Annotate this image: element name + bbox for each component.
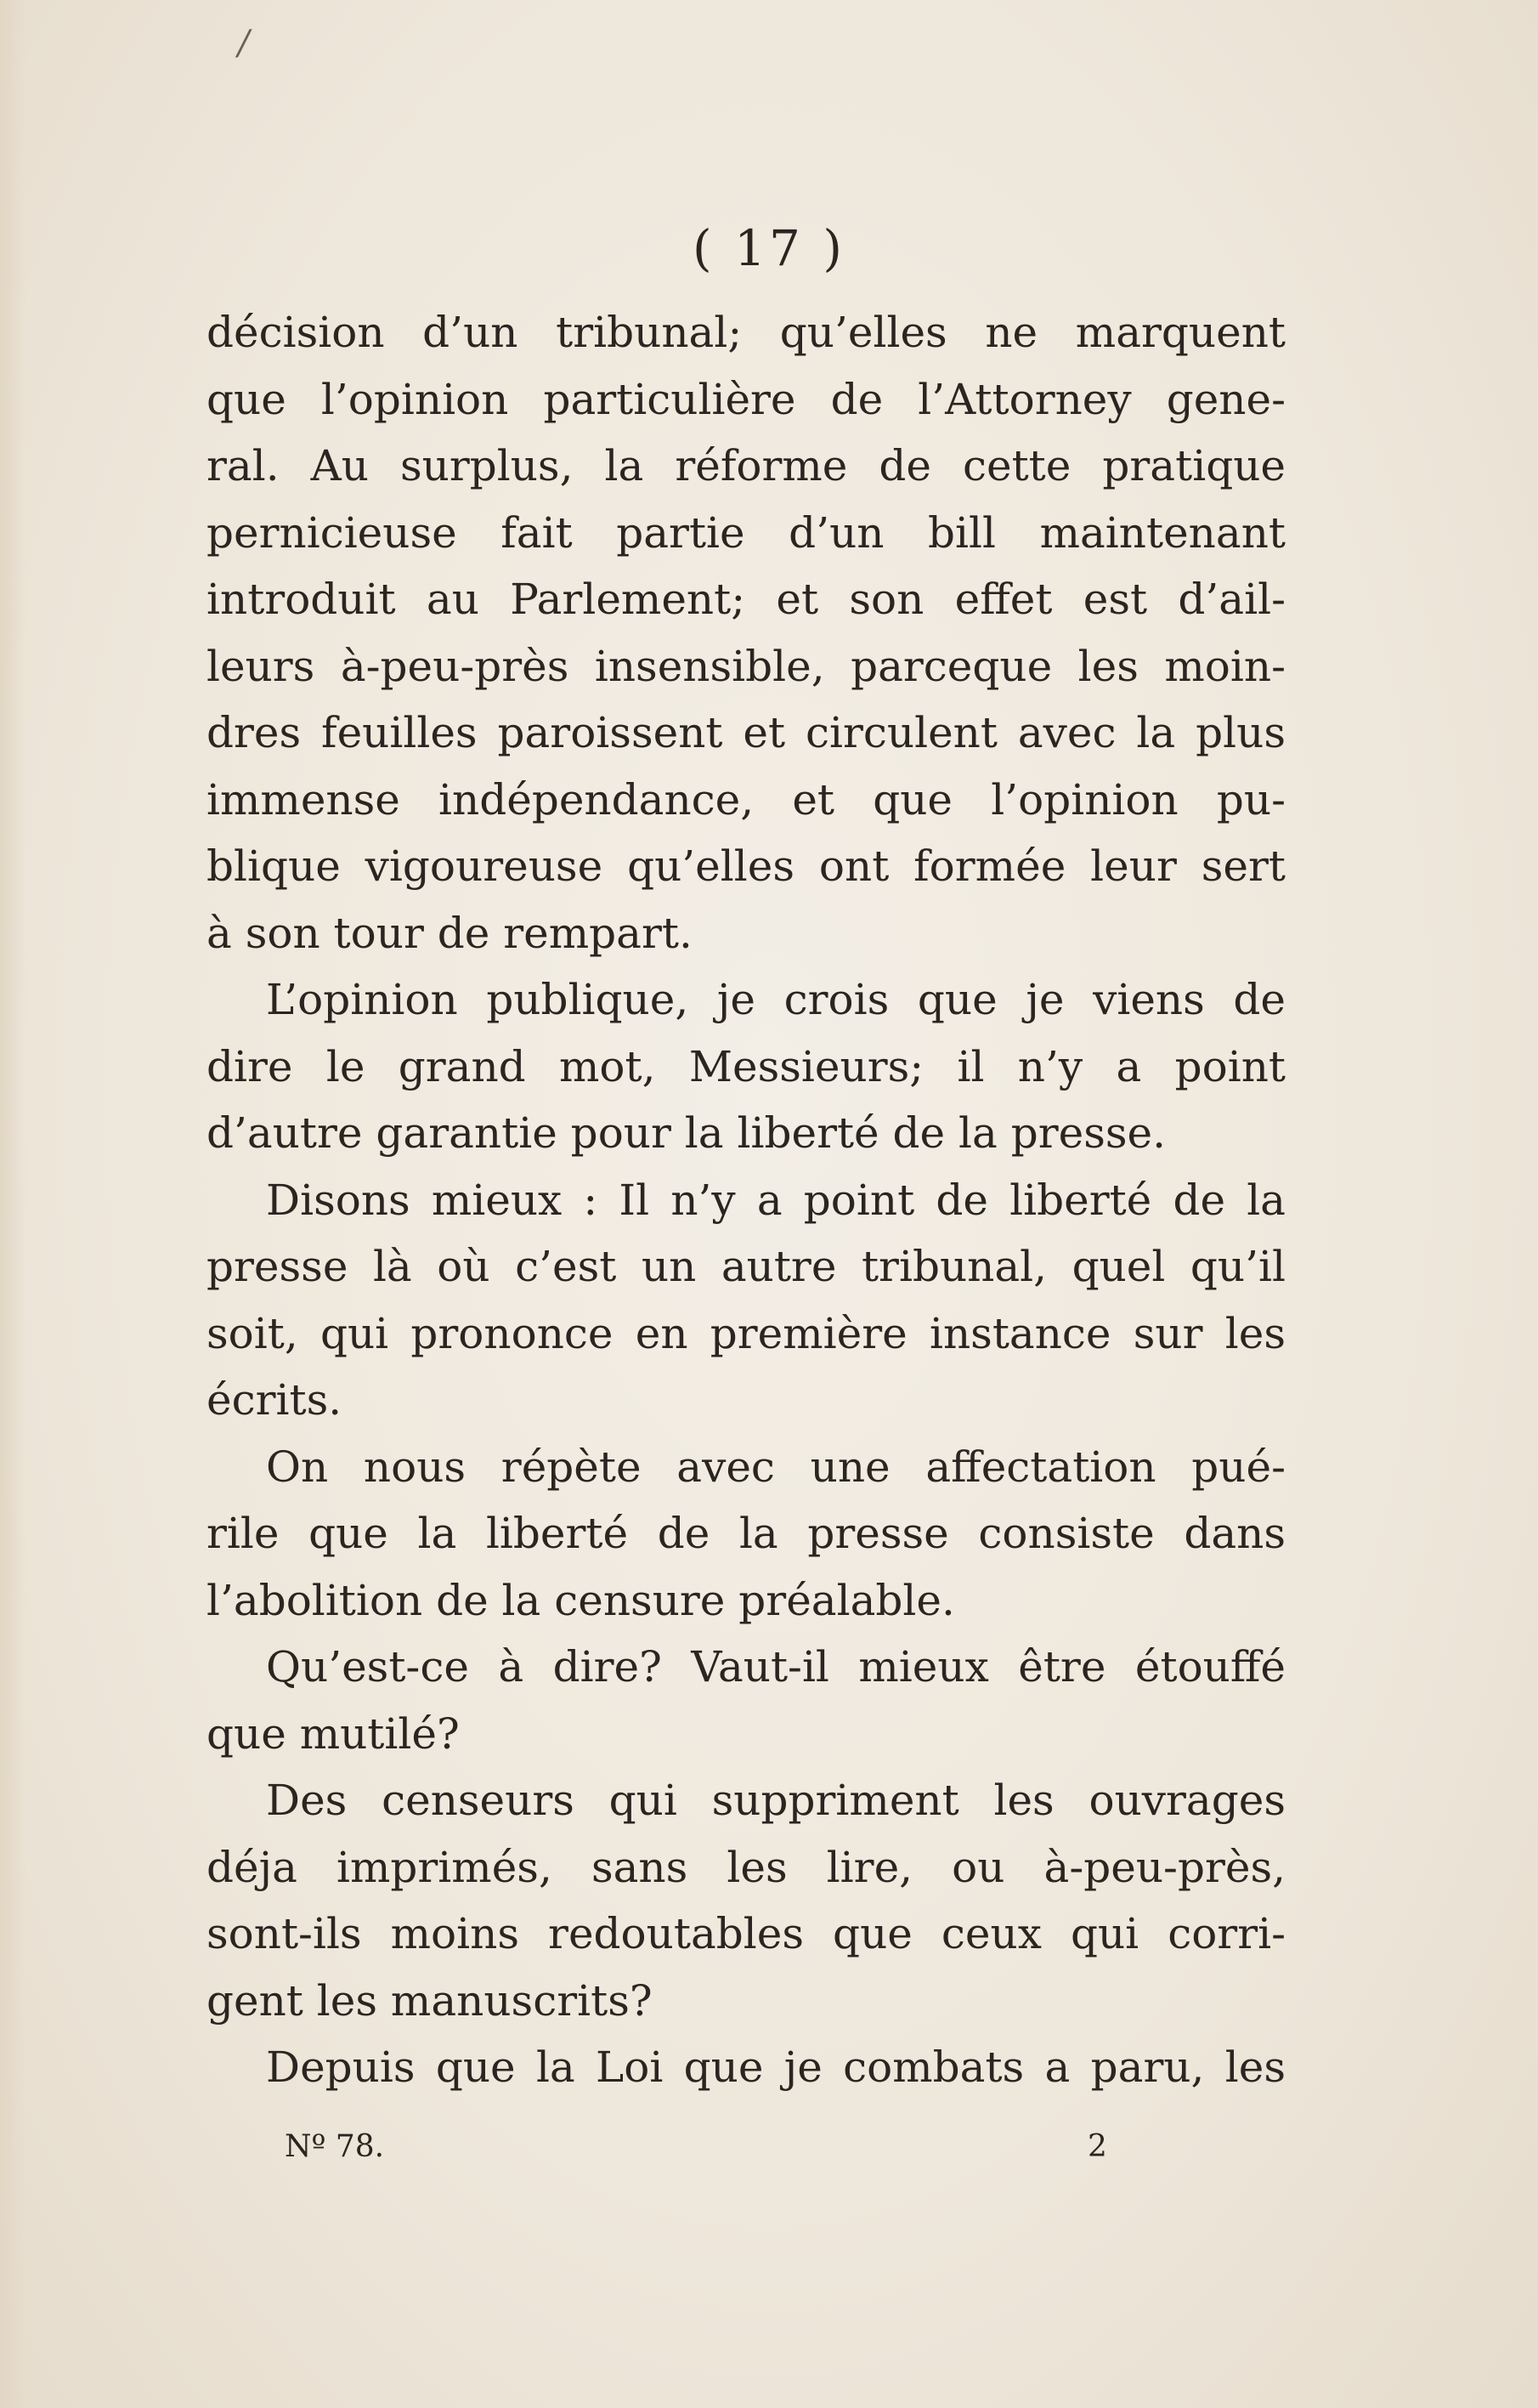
signature-mark: 2 xyxy=(1088,2129,1107,2164)
text-line: déja imprimés, sans les lire, ou à-peu-près, xyxy=(206,1842,1286,1892)
text-line: blique vigoureuse qu’elles ont formée leur sert xyxy=(206,841,1286,891)
text-line: ral. Au surplus, la réforme de cette pratique xyxy=(206,441,1286,490)
text-line: Depuis que la Loi que je combats a paru, les xyxy=(266,2043,1286,2092)
text-line: Des censeurs qui suppriment les ouvrages xyxy=(266,1776,1286,1825)
text-line: à son tour de rempart. xyxy=(206,908,693,958)
body-text xyxy=(206,299,1286,2101)
text-line: pernicieuse fait partie d’un bill maintenant xyxy=(206,507,1286,558)
text-line: dres feuilles paroissent et circulent avec la plus xyxy=(206,708,1286,757)
text-line: sont-ils moins redoutables que ceux qui corri- xyxy=(206,1909,1286,1958)
text-line: rile que la liberté de la presse consiste dans xyxy=(206,1509,1286,1558)
text-line: décision d’un tribunal; qu’elles ne marquent xyxy=(206,308,1286,357)
text-line: Disons mieux : Il n’y a point de liberté de la xyxy=(266,1175,1286,1225)
text-line: que mutilé? xyxy=(206,1708,460,1759)
text-line: soit, qui prononce en première instance sur les xyxy=(206,1308,1286,1358)
margin-mark: / xyxy=(238,24,250,63)
text-line: que l’opinion particulière de l’Attorney gene- xyxy=(206,374,1286,424)
text-line: gent les manuscrits? xyxy=(206,1975,653,2026)
text-line: Qu’est-ce à dire? Vaut-il mieux être étouffé xyxy=(266,1642,1286,1691)
text-line: leurs à-peu-près insensible, parceque les moin- xyxy=(206,641,1286,691)
text-line: On nous répète avec une affectation pué- xyxy=(266,1442,1286,1492)
text-line: écrits. xyxy=(206,1375,342,1425)
text-line: L’opinion publique, je crois que je viens de xyxy=(266,975,1286,1024)
text-line: dire le grand mot, Messieurs; il n’y a point xyxy=(206,1041,1286,1091)
text-line: d’autre garantie pour la liberté de la presse. xyxy=(206,1108,1167,1158)
page-edge-shadow xyxy=(0,0,25,2408)
issue-number: Nº 78. xyxy=(285,2129,385,2164)
text-line: introduit au Parlement; et son effet est d’ail- xyxy=(206,575,1286,624)
text-line: presse là où c’est un autre tribunal, quel qu’il xyxy=(206,1242,1286,1291)
text-line: immense indépendance, et que l’opinion pu- xyxy=(206,774,1286,824)
text-line: l’abolition de la censure préalable. xyxy=(206,1575,955,1625)
page-number: ( 17 ) xyxy=(693,219,845,277)
